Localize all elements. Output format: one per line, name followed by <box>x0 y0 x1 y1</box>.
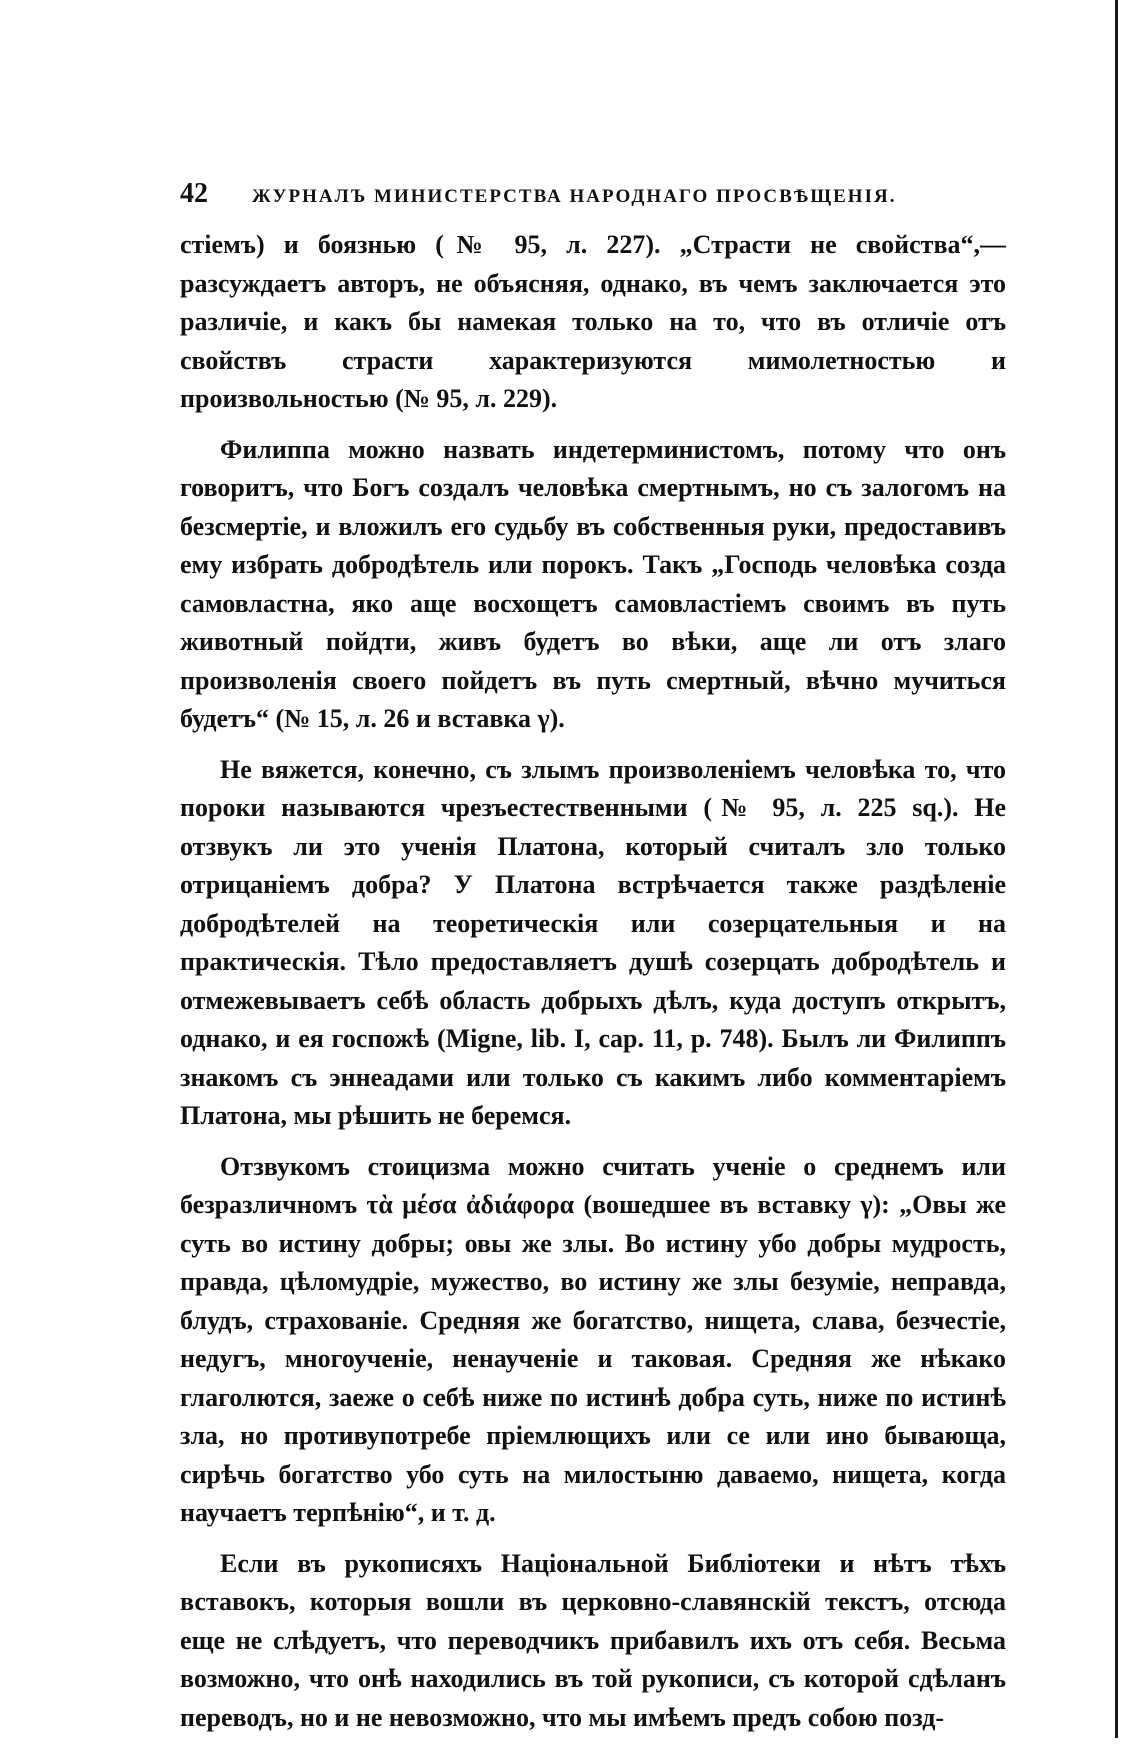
paragraph-4: Отзвукомъ стоицизма можно считать ученіе о среднемъ или безразличномъ τὰ μέσα ἀδιάφορα (вошедшее въ вставку γ): „Овы же суть во истину добры; овы же злы. Во истину убо добры мудрость, правда, цѣломудріе, мужество, во истину же злы безуміе, неправда, блудъ, страхованіе. Средняя же богатство, нищета, слава, безчестіе, недугъ, многоученіе, ненаученіе и таковая. Средняя же нѣкако глаголются, заеже о себѣ ниже по истинѣ добра суть, ниже по истинѣ зла, но противупотребе пріемлющихъ или се или ино бывающа, сирѣчь богатство убо суть на милостыню даваемо, нищета, когда научаетъ терпѣнію“, и т. д. <box>180 1151 1006 1527</box>
page-number: 42 <box>180 178 208 209</box>
page <box>180 178 1006 1749</box>
paragraph-1: стіемъ) и боязнью (№ 95, л. 227). „Страсти не свойства“,—разсуждаетъ авторъ, не объясняя, однако, въ чемъ заключается это различіе, и какъ бы намекая только на то, что въ отличіе отъ свойствъ страсти характеризуются мимолетностью и произвольностью (№ 95, л. 229). <box>180 230 1006 413</box>
paragraph-2: Филиппа можно назвать индетерминистомъ, потому что онъ говоритъ, что Богъ создалъ человѣка смертнымъ, но съ залогомъ на безсмертіе, и вложилъ его судьбу въ собственныя руки, предоставивъ ему избрать добродѣтель или порокъ. Такъ „Господь человѣка созда самовластна, яко аще восхощетъ самовластіемъ своимъ въ путь животный пойдти, живъ будетъ во вѣки, аще ли отъ злаго произволенія своего пойдетъ въ путь смертный, вѣчно мучиться будетъ“ (№ 15, л. 26 и вставка γ). <box>180 434 1006 733</box>
running-title: ЖУРНАЛЪ МИНИСТЕРСТВА НАРОДНАГО ПРОСВѢЩЕНІЯ. <box>252 186 897 207</box>
body-text <box>180 226 1006 1737</box>
paragraph-5: Если въ рукописяхъ Національной Библіотеки и нѣтъ тѣхъ вставокъ, которыя вошли въ церковно-славянскій текстъ, отсюда еще не слѣдуетъ, что переводчикъ прибавилъ ихъ отъ себя. Весьма возможно, что онѣ находились въ той рукописи, съ которой сдѣланъ переводъ, но и не невозможно, что мы имѣемъ предъ собою позд- <box>180 1548 1006 1732</box>
paragraph-3: Не вяжется, конечно, съ злымъ произволеніемъ человѣка то, что пороки называются чрезъестественными (№ 95, л. 225 sq.). Не отзвукъ ли это ученія Платона, который считалъ зло только отрицаніемъ добра? У Платона встрѣчается также раздѣленіе добродѣтелей на теоретическія или созерцательныя и на практическія. Тѣло предоставляетъ душѣ созерцать добродѣтель и отмежевываетъ себѣ область добрыхъ дѣлъ, куда доступъ открытъ, однако, и ея госпожѣ (Migne, lib. I, cap. 11, p. 748). Былъ ли Филиппъ знакомъ съ эннеадами или только съ какимъ либо комментаріемъ Платона, мы рѣшить не беремся. <box>180 754 1006 1130</box>
page-edge-line <box>1115 0 1118 1738</box>
page-header <box>180 178 1006 210</box>
